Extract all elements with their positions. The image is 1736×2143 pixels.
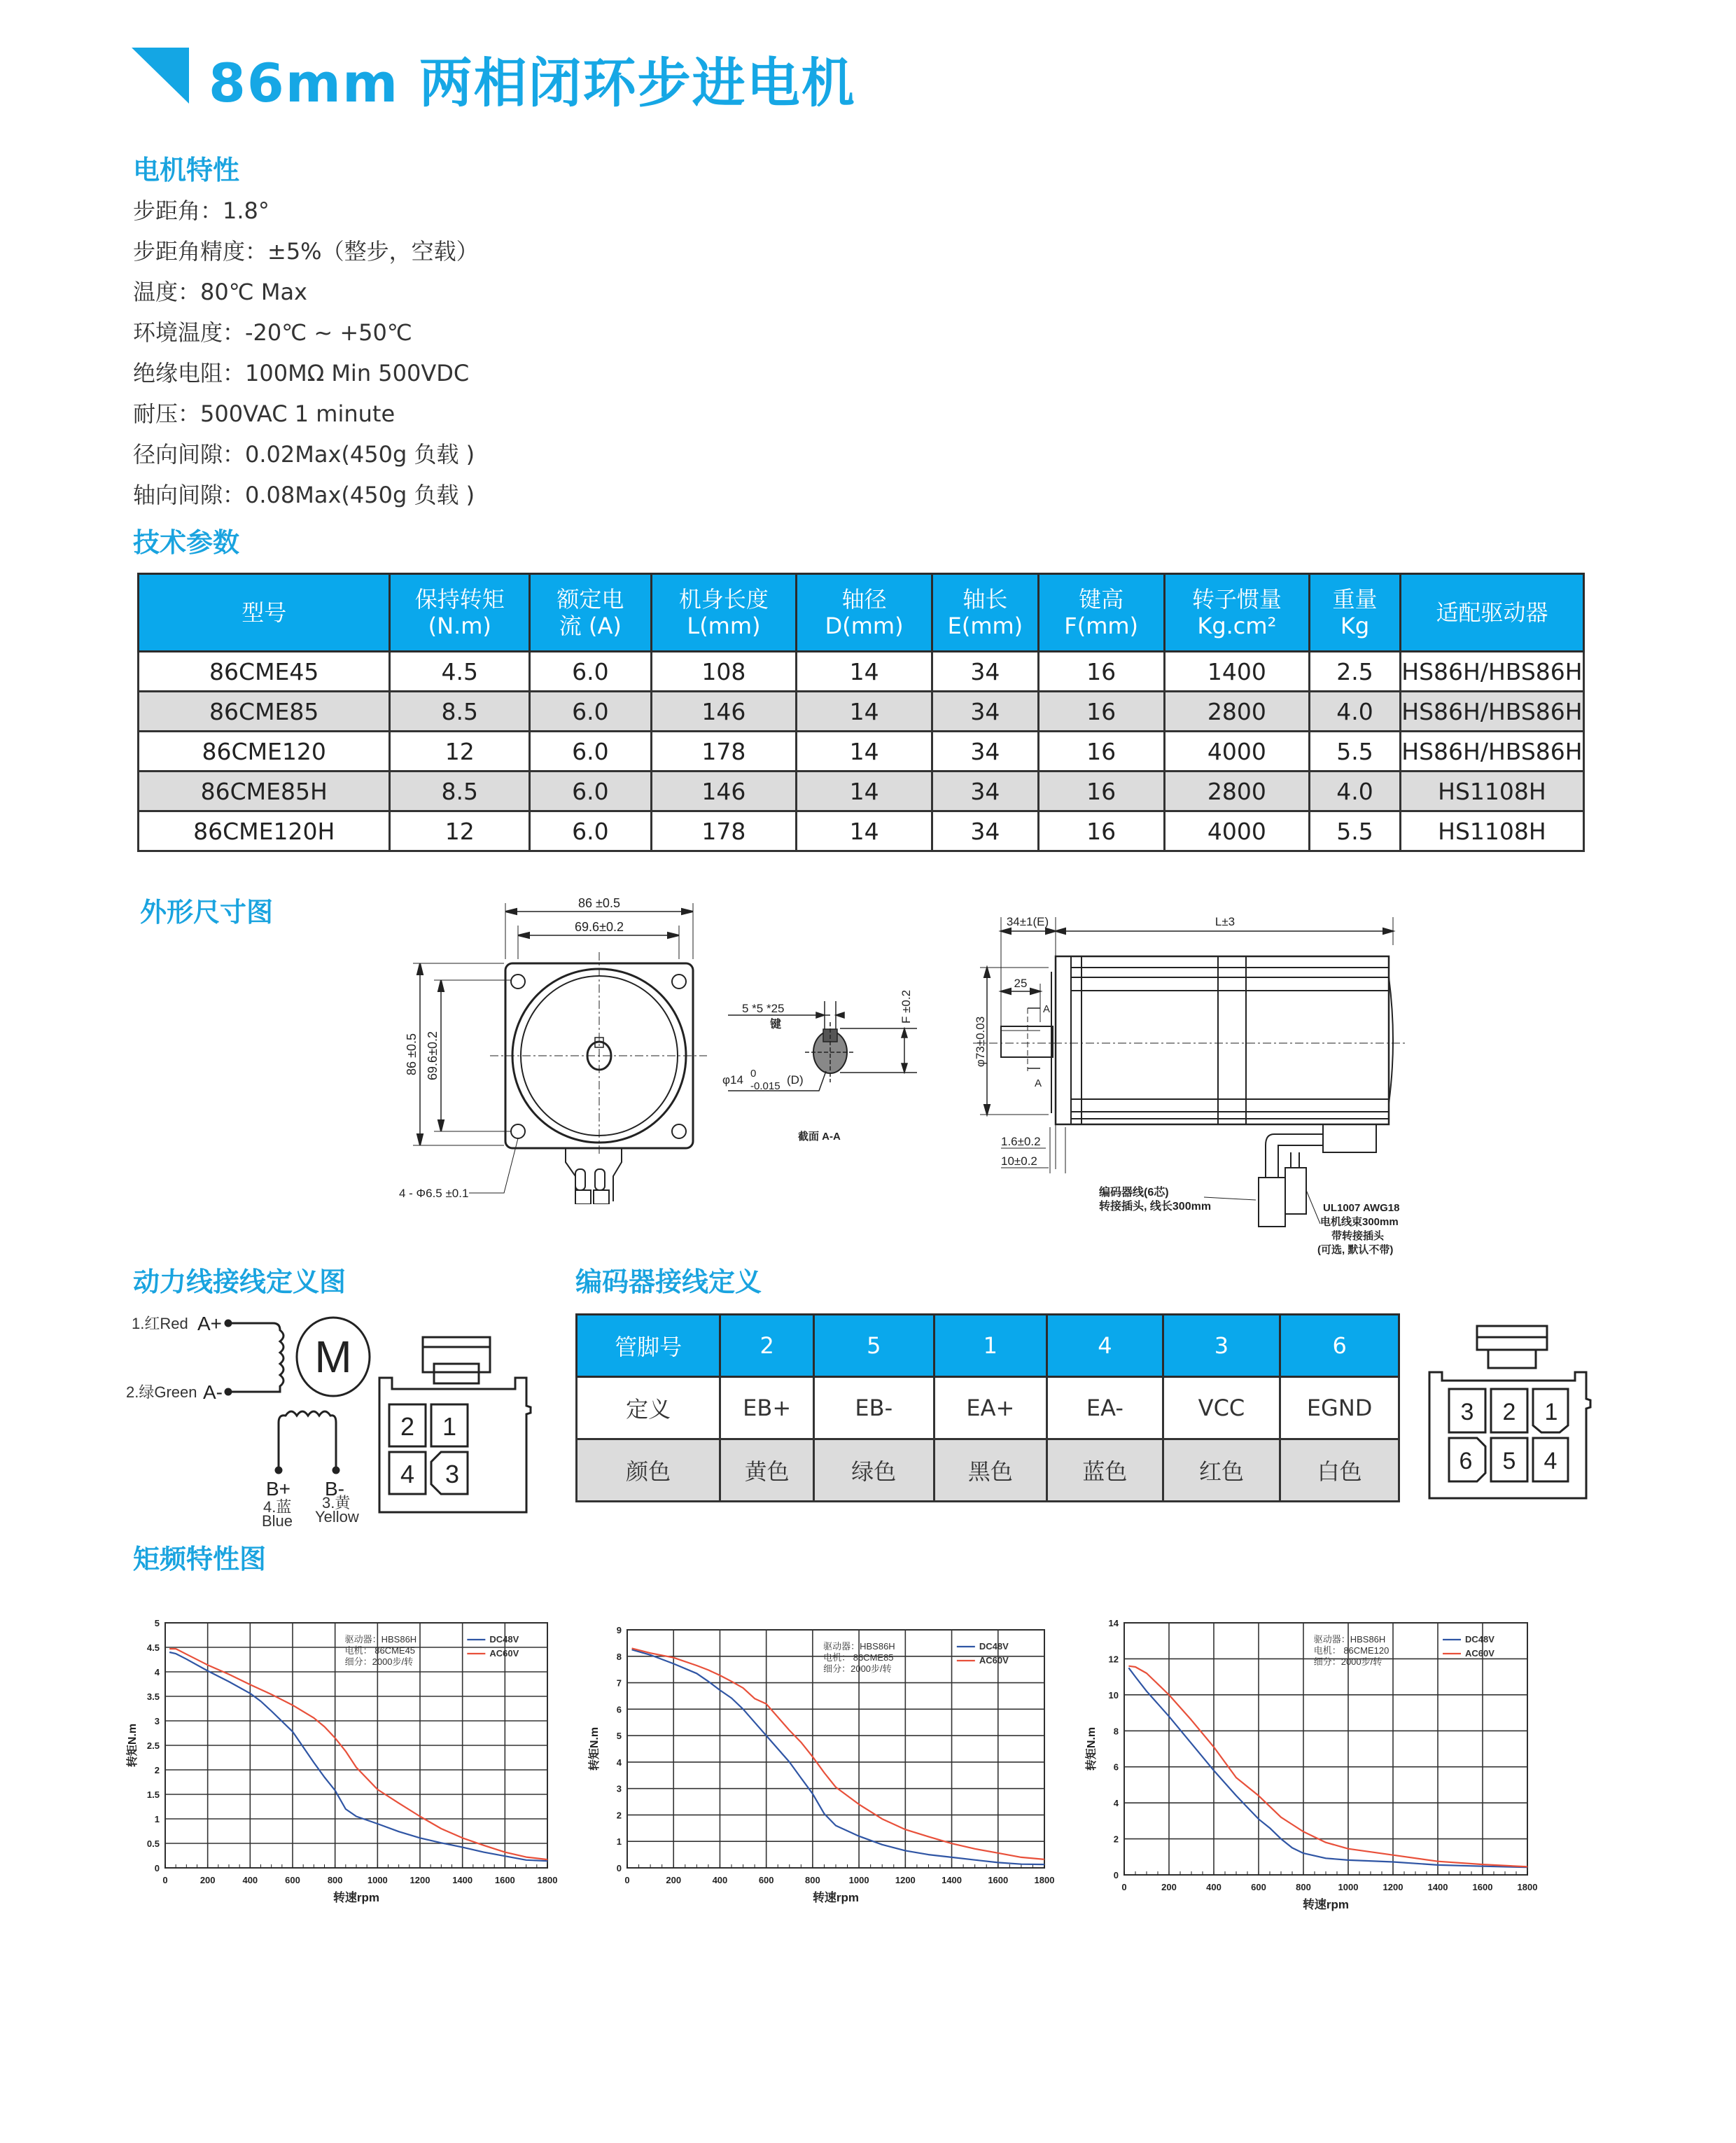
encoder-cell: 1 — [934, 1315, 1047, 1377]
tech-cell: 16 — [1038, 692, 1164, 732]
x-tick-label: 600 — [285, 1875, 300, 1885]
encoder-cell: 绿色 — [814, 1439, 934, 1502]
spec-axial-play: 轴向间隙：0.08Max(450g 负载 ) — [133, 482, 475, 508]
front-height-outer-label: 86 ±0.5 — [405, 1033, 419, 1075]
power-wiring-diagram — [126, 1302, 560, 1526]
tech-column-header-line: 重量 — [1332, 586, 1378, 613]
encoder-cell: EA- — [1047, 1377, 1163, 1439]
tech-column-header-line: 保持转矩 — [414, 586, 505, 613]
y-tick-label: 2 — [1113, 1834, 1119, 1845]
x-tick-label: 800 — [327, 1875, 343, 1885]
spec-radial-play: 径向间隙：0.02Max(450g 负载 ) — [133, 441, 475, 468]
tech-column-header — [797, 574, 932, 652]
y-tick-label: 6 — [1113, 1761, 1119, 1773]
shaft-section-drawing — [707, 959, 938, 1148]
y-tick-label: 7 — [616, 1677, 622, 1689]
tech-cell: 178 — [651, 811, 797, 851]
tech-header-row — [139, 574, 1584, 652]
encoder-color-row — [577, 1439, 1399, 1502]
x-tick-label: 1600 — [988, 1875, 1009, 1885]
tech-cell: HS1108H — [1400, 772, 1583, 811]
x-tick-label: 1200 — [410, 1875, 430, 1885]
tech-cell: HS86H/HBS86H — [1400, 652, 1583, 692]
tech-column-header-line: D(mm) — [825, 613, 904, 639]
b-plus-color-en: Blue — [262, 1512, 293, 1526]
encoder-cell: 定义 — [577, 1377, 720, 1439]
tech-cell: 14 — [797, 732, 932, 772]
tech-column-header — [139, 574, 390, 652]
tech-cell: 5.5 — [1310, 732, 1401, 772]
tech-table-row — [139, 732, 1584, 772]
tech-cell: 6.0 — [530, 692, 652, 732]
chart-annotation: 电机： 86CME120 — [1313, 1645, 1390, 1656]
model-cell: 86CME85H — [139, 772, 390, 811]
y-tick-label: 5 — [616, 1731, 622, 1742]
encoder-cell: EB+ — [720, 1377, 814, 1439]
encoder-cell: 2 — [720, 1315, 814, 1377]
tech-params-table — [137, 573, 1585, 852]
title-triangle-icon — [132, 48, 189, 107]
torque-chart-86cme120 — [1082, 1603, 1544, 1918]
front-width-inner-label: 69.6±0.2 — [575, 920, 624, 934]
tech-table-row — [139, 772, 1584, 811]
key-height-label: F ±0.2 — [899, 989, 913, 1024]
tech-column-header-line: L(mm) — [687, 613, 761, 639]
b-minus-pin-label: B- — [325, 1478, 344, 1500]
tech-cell: 16 — [1038, 732, 1164, 772]
x-tick-label: 1000 — [848, 1875, 869, 1885]
tech-column-header — [1038, 574, 1164, 652]
tech-column-header — [1400, 574, 1583, 652]
a-plus-pin-label: A+ — [197, 1313, 223, 1334]
tech-cell: 14 — [797, 692, 932, 732]
encoder-pin-row — [577, 1315, 1399, 1377]
shaft-tol-upper: 0 — [750, 1068, 757, 1080]
y-tick-label: 0 — [616, 1863, 622, 1873]
tech-table-row — [139, 652, 1584, 692]
x-tick-label: 400 — [712, 1875, 728, 1885]
x-tick-label: 1600 — [1472, 1882, 1493, 1892]
chart-annotation: 电机： 86CME45 — [344, 1645, 416, 1656]
tech-column-header-line: 键高 — [1079, 586, 1124, 613]
x-tick-label: 0 — [624, 1875, 630, 1885]
encoder-connector-pin: 4 — [1544, 1448, 1558, 1474]
y-tick-label: 8 — [616, 1651, 622, 1662]
y-axis-label: 转矩N.m — [127, 1723, 139, 1768]
chart-annotation: 驱动器：HBS86H — [823, 1641, 895, 1652]
shaft-dia-label: φ14 — [722, 1073, 743, 1087]
y-tick-label: 1.5 — [146, 1789, 160, 1800]
x-tick-label: 800 — [805, 1875, 820, 1885]
tech-params-heading: 技术参数 — [133, 527, 240, 558]
front-holes-label: 4 - Φ6.5 ±0.1 — [399, 1187, 469, 1200]
encoder-cell: VCC — [1163, 1377, 1280, 1439]
dim-a-label: 1.6±0.2 — [1001, 1135, 1041, 1148]
x-tick-label: 1000 — [367, 1875, 388, 1885]
tech-cell: 6.0 — [530, 652, 652, 692]
tech-column-header-line: 轴长 — [962, 586, 1008, 613]
y-tick-label: 3 — [154, 1716, 160, 1726]
x-tick-label: 200 — [1161, 1882, 1177, 1892]
x-tick-label: 1400 — [452, 1875, 473, 1885]
legend-label: AC60V — [1465, 1648, 1494, 1659]
tech-column-header-line: 额定电 — [556, 586, 624, 613]
shaft-code: (D) — [787, 1073, 804, 1087]
tech-column-header-line: Kg — [1340, 613, 1370, 639]
tech-column-header-line: F(mm) — [1064, 613, 1139, 639]
tech-cell: 16 — [1038, 772, 1164, 811]
section-caption: 截面 A-A — [798, 1131, 841, 1143]
dim-b-label: 10±0.2 — [1001, 1154, 1037, 1168]
tech-cell: 12 — [390, 732, 530, 772]
torque-heading: 矩频特性图 — [133, 1544, 267, 1575]
tech-cell: 108 — [651, 652, 797, 692]
power-connector-pin: 1 — [442, 1412, 457, 1441]
chart-annotation: 电机： 86CME85 — [823, 1652, 894, 1663]
y-tick-label: 6 — [616, 1704, 622, 1715]
x-axis-label: 转速rpm — [812, 1891, 860, 1904]
encoder-cell: 黄色 — [720, 1439, 814, 1502]
tech-cell: 14 — [797, 652, 932, 692]
y-tick-label: 9 — [616, 1625, 622, 1635]
key-size-label: 5 *5 *25 — [742, 1002, 785, 1015]
chart-annotation: 细分：2000步/转 — [823, 1663, 892, 1674]
y-axis-label: 转矩N.m — [589, 1726, 601, 1771]
x-tick-label: 1600 — [494, 1875, 515, 1885]
tech-cell: 34 — [932, 772, 1038, 811]
tech-column-header-line: 流 (A) — [559, 613, 622, 639]
encoder-cell: 5 — [814, 1315, 934, 1377]
tech-column-header-line: (N.m) — [428, 613, 491, 639]
x-tick-label: 1200 — [1382, 1882, 1404, 1892]
spec-withstand-voltage: 耐压：500VAC 1 minute — [133, 400, 396, 427]
tech-cell: 146 — [651, 692, 797, 732]
front-height-inner-label: 69.6±0.2 — [426, 1031, 440, 1080]
y-tick-label: 3.5 — [146, 1691, 160, 1702]
encoder-wiring-table — [575, 1313, 1400, 1502]
spec-temperature: 温度：80℃ Max — [133, 279, 307, 305]
tech-cell: 4000 — [1164, 732, 1310, 772]
chart-annotation: 细分：2000步/转 — [1313, 1656, 1382, 1667]
torque-chart-86cme85 — [585, 1610, 1061, 1911]
x-tick-label: 0 — [162, 1875, 168, 1885]
spec-step-angle: 步距角：1.8° — [133, 197, 270, 224]
y-tick-label: 2 — [154, 1765, 160, 1775]
encoder-definition-row — [577, 1377, 1399, 1439]
x-tick-label: 600 — [1251, 1882, 1266, 1892]
front-width-outer-label: 86 ±0.5 — [578, 896, 620, 910]
power-note-line3: 带转接插头 — [1331, 1230, 1385, 1242]
encoder-connector-diagram — [1421, 1316, 1596, 1505]
x-tick-label: 800 — [1296, 1882, 1311, 1892]
y-tick-label: 0.5 — [146, 1838, 160, 1849]
tech-cell: 4.0 — [1310, 692, 1401, 732]
chart-annotation: 驱动器：HBS86H — [344, 1634, 417, 1645]
encoder-cell: 蓝色 — [1047, 1439, 1163, 1502]
y-tick-label: 0 — [1113, 1870, 1119, 1880]
x-tick-label: 1400 — [941, 1875, 962, 1885]
characteristics-list — [133, 193, 479, 518]
motor-label: M — [314, 1332, 352, 1382]
tech-cell: 6.0 — [530, 772, 652, 811]
tech-column-header — [932, 574, 1038, 652]
model-cell: 86CME85 — [139, 692, 390, 732]
encoder-note-line2: 转接插头, 线长300mm — [1099, 1201, 1212, 1213]
tech-cell: HS86H/HBS86H — [1400, 692, 1583, 732]
legend-label: DC48V — [979, 1641, 1009, 1652]
y-tick-label: 0 — [154, 1863, 160, 1873]
tech-table-row — [139, 811, 1584, 851]
x-axis-label: 转速rpm — [332, 1891, 380, 1904]
tech-cell: 4.5 — [390, 652, 530, 692]
encoder-cell: EGND — [1280, 1377, 1399, 1439]
tech-cell: 2800 — [1164, 772, 1310, 811]
tech-cell: 6.0 — [530, 811, 652, 851]
b-plus-pin-label: B+ — [266, 1478, 291, 1500]
torque-chart-86cme45 — [123, 1603, 564, 1911]
tech-cell: 4.0 — [1310, 772, 1401, 811]
shaft-tol-lower: -0.015 — [750, 1080, 780, 1092]
x-tick-label: 1800 — [1034, 1875, 1055, 1885]
y-tick-label: 2.5 — [146, 1740, 160, 1751]
key-label: 键 — [770, 1019, 782, 1031]
encoder-cell: 黑色 — [934, 1439, 1047, 1502]
x-tick-label: 0 — [1121, 1882, 1127, 1892]
y-tick-label: 14 — [1108, 1618, 1119, 1628]
tech-cell: 16 — [1038, 811, 1164, 851]
y-axis-label: 转矩N.m — [1086, 1726, 1098, 1771]
y-tick-label: 12 — [1108, 1654, 1119, 1665]
tech-cell: 8.5 — [390, 772, 530, 811]
chart-annotation: 驱动器：HBS86H — [1313, 1634, 1386, 1645]
y-tick-label: 4 — [154, 1667, 160, 1677]
tech-cell: 14 — [797, 811, 932, 851]
tech-column-header-line: 转子惯量 — [1191, 586, 1282, 613]
tech-cell: 4000 — [1164, 811, 1310, 851]
legend-label: DC48V — [1465, 1634, 1494, 1645]
tech-cell: 16 — [1038, 652, 1164, 692]
x-tick-label: 1200 — [895, 1875, 916, 1885]
key-length-label: 25 — [1014, 977, 1028, 990]
chart-annotation: 细分：2000步/转 — [344, 1656, 414, 1667]
y-tick-label: 3 — [616, 1783, 622, 1794]
y-tick-label: 8 — [1113, 1726, 1119, 1737]
tech-cell: 2800 — [1164, 692, 1310, 732]
tech-column-header-line: 型号 — [241, 599, 287, 626]
power-note-line4: (可选, 默认不带) — [1317, 1244, 1394, 1256]
tech-column-header — [1164, 574, 1310, 652]
model-cell: 86CME45 — [139, 652, 390, 692]
tech-cell: 5.5 — [1310, 811, 1401, 851]
encoder-note-line1: 编码器线(6芯) — [1099, 1187, 1169, 1199]
y-tick-label: 1 — [154, 1814, 160, 1824]
spec-ambient-temperature: 环境温度：-20℃ ~ +50℃ — [133, 319, 412, 346]
y-tick-label: 5 — [154, 1618, 160, 1628]
tech-column-header — [390, 574, 530, 652]
tech-cell: 34 — [932, 811, 1038, 851]
tech-cell: HS86H/HBS86H — [1400, 732, 1583, 772]
encoder-cell: 白色 — [1280, 1439, 1399, 1502]
tech-cell: 12 — [390, 811, 530, 851]
tech-column-header — [651, 574, 797, 652]
legend-label: AC60V — [979, 1655, 1009, 1666]
side-view-drawing — [973, 889, 1435, 1267]
body-length-label: L±3 — [1214, 915, 1236, 928]
power-wiring-heading: 动力线接线定义图 — [133, 1266, 346, 1297]
encoder-cell: 红色 — [1163, 1439, 1280, 1502]
page-title: 86mm 两相闭环步进电机 — [209, 52, 856, 114]
encoder-connector-pin: 2 — [1502, 1399, 1516, 1425]
tech-cell: 8.5 — [390, 692, 530, 732]
encoder-cell: 4 — [1047, 1315, 1163, 1377]
tech-column-header — [530, 574, 652, 652]
tech-column-header-line: 轴径 — [841, 586, 887, 613]
x-tick-label: 400 — [1206, 1882, 1222, 1892]
encoder-connector-pin: 3 — [1460, 1399, 1474, 1425]
tech-cell: 2.5 — [1310, 652, 1401, 692]
encoder-cell: 管脚号 — [577, 1315, 720, 1377]
encoder-cell: 颜色 — [577, 1439, 720, 1502]
spec-step-accuracy: 步距角精度：±5%（整步，空载） — [133, 238, 479, 265]
encoder-connector-pin: 6 — [1459, 1448, 1473, 1474]
encoder-connector-pin: 1 — [1544, 1399, 1558, 1425]
encoder-cell: 3 — [1163, 1315, 1280, 1377]
tech-cell: 6.0 — [530, 732, 652, 772]
y-tick-label: 4 — [1113, 1798, 1119, 1809]
tech-cell: 34 — [932, 692, 1038, 732]
b-plus-color-cn: 4.蓝 — [263, 1498, 292, 1516]
power-connector-pin: 4 — [400, 1460, 415, 1488]
b-minus-color-en: Yellow — [315, 1508, 359, 1526]
x-tick-label: 200 — [200, 1875, 216, 1885]
y-tick-label: 10 — [1108, 1689, 1119, 1701]
y-tick-label: 2 — [616, 1810, 622, 1821]
characteristics-heading: 电机特性 — [133, 155, 240, 186]
tech-cell: 1400 — [1164, 652, 1310, 692]
tech-column-header-line: Kg.cm² — [1197, 613, 1277, 639]
y-tick-label: 1 — [616, 1836, 622, 1848]
pilot-dia-label: φ73±0.03 — [974, 1016, 987, 1068]
legend-label: AC60V — [489, 1648, 519, 1659]
b-minus-color-cn: 3.黄 — [322, 1494, 351, 1512]
x-tick-label: 400 — [242, 1875, 258, 1885]
power-connector-pin: 2 — [400, 1412, 415, 1441]
y-tick-label: 4.5 — [146, 1642, 160, 1653]
tech-cell: HS1108H — [1400, 811, 1583, 851]
encoder-cell: EB- — [814, 1377, 934, 1439]
encoder-connector-pin: 5 — [1502, 1448, 1516, 1474]
x-tick-label: 200 — [666, 1875, 682, 1885]
tech-column-header — [1310, 574, 1401, 652]
power-note-line2: 电机线束300mm — [1320, 1216, 1399, 1228]
tech-column-header-line: 适配驱动器 — [1436, 599, 1548, 626]
tech-cell: 34 — [932, 732, 1038, 772]
section-mark-top: A — [1043, 1003, 1051, 1015]
x-axis-label: 转速rpm — [1302, 1898, 1350, 1911]
model-cell: 86CME120 — [139, 732, 390, 772]
tech-table-row — [139, 692, 1584, 732]
a-minus-color-label: 2.绿Green — [126, 1383, 197, 1401]
tech-cell: 146 — [651, 772, 797, 811]
power-connector-pin: 3 — [444, 1460, 460, 1488]
spec-insulation-resistance: 绝缘电阻：100MΩ Min 500VDC — [133, 360, 470, 386]
power-note-line1: UL1007 AWG18 — [1323, 1202, 1400, 1214]
x-tick-label: 1400 — [1427, 1882, 1448, 1892]
a-minus-pin-label: A- — [203, 1381, 223, 1403]
tech-cell: 178 — [651, 732, 797, 772]
tech-cell: 14 — [797, 772, 932, 811]
x-tick-label: 1000 — [1338, 1882, 1359, 1892]
tech-cell: 34 — [932, 652, 1038, 692]
y-tick-label: 4 — [616, 1757, 622, 1768]
x-tick-label: 600 — [758, 1875, 774, 1885]
section-mark-bottom: A — [1035, 1077, 1042, 1089]
tech-column-header-line: 机身长度 — [678, 586, 769, 613]
encoder-cell: 6 — [1280, 1315, 1399, 1377]
dimensions-heading: 外形尺寸图 — [140, 897, 274, 928]
tech-column-header-line: E(mm) — [947, 613, 1023, 639]
shaft-length-label: 34±1(E) — [1006, 915, 1049, 928]
front-view-drawing — [392, 882, 742, 1204]
x-tick-label: 1800 — [537, 1875, 558, 1885]
encoder-cell: EA+ — [934, 1377, 1047, 1439]
a-plus-color-label: 1.红Red — [132, 1315, 188, 1332]
x-tick-label: 1800 — [1517, 1882, 1538, 1892]
model-cell: 86CME120H — [139, 811, 390, 851]
legend-label: DC48V — [489, 1634, 519, 1645]
encoder-wiring-heading: 编码器接线定义 — [575, 1266, 762, 1297]
